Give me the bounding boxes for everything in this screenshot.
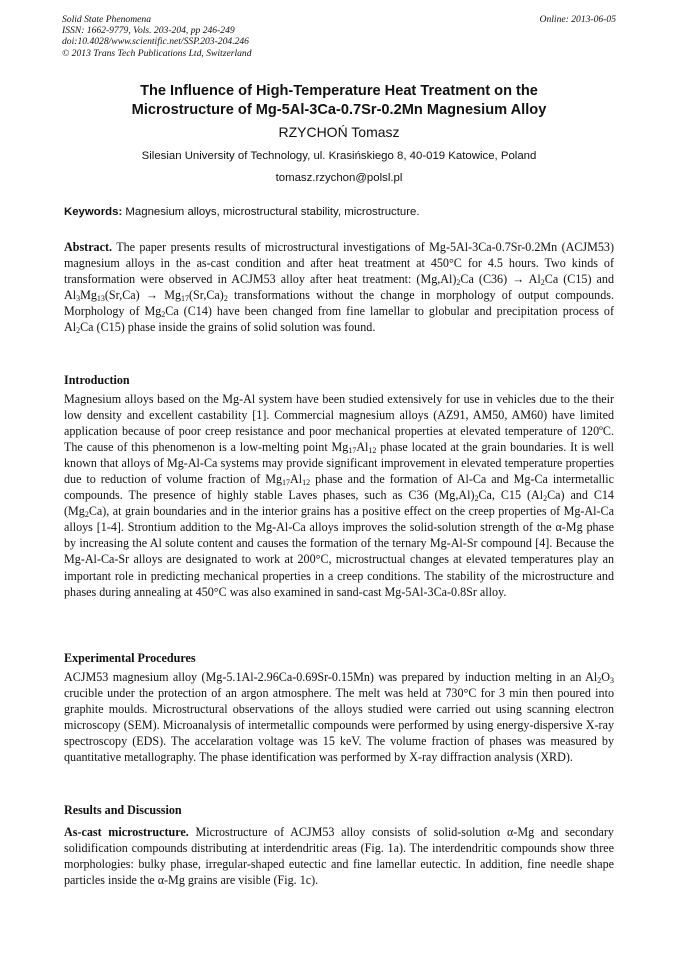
journal-name: Solid State Phenomena bbox=[62, 14, 151, 25]
results-text: Microstructure of ACJM53 alloy consists of solid-solution α-Mg and secondary solidification compounds distributing at interdendritic areas (Fig. 1a). The interdendritic compounds show three morphologies: bulky phase, irregular-shaped eutectic and fine lamellar eutectic. In addition, fine needle shape particles inside the α-Mg grains are visible (Fig. 1c). bbox=[64, 825, 614, 888]
online-date: Online: 2013-06-05 bbox=[539, 14, 616, 25]
experimental-heading: Experimental Procedures bbox=[64, 651, 196, 665]
paper-title bbox=[62, 82, 616, 120]
journal-header bbox=[62, 14, 616, 59]
author-email: tomasz.rzychon@polsl.pl bbox=[275, 172, 403, 184]
results-label: As-cast microstructure. bbox=[64, 825, 189, 839]
experimental-text: ACJM53 magnesium alloy (Mg-5.1Al-2.96Ca-0.69Sr-0.15Mn) was prepared by induction melting in an $Al_2O_3$ crucible under the protection of an argon atmosphere. The melt was held at 730°C for 3 min then poured into graphite moulds. Microstructural observations of the alloys studied were carried out using scanning electron microscopy (SEM). Microanalysis of intermetallic compounds were performed by using energy-dispersive X-ray spectroscopy (EDS). The accelaration voltage was 15 keV. The volume fraction of phases was measured by quantitative metallography. The phase identification was performed by X-ray diffraction analysis (XRD). bbox=[64, 670, 614, 765]
results-body bbox=[64, 824, 614, 888]
doi-line: doi:10.4028/www.scientific.net/SSP.203-204.246 bbox=[62, 36, 249, 48]
experimental-body bbox=[64, 669, 614, 765]
issn-line: ISSN: 1662-9779, Vols. 203-204, pp 246-249 bbox=[62, 25, 235, 37]
introduction-heading: Introduction bbox=[64, 373, 130, 387]
abstract-text: The paper presents results of microstructural investigations of Mg-5Al-3Ca-0.7Sr-0.2Mn (ACJM53) magnesium alloys in the as-cast condition and after heat treatment at 450°C for 4.5 hours. Two kinds of transformation were observed in ACJM53 alloy after heat treatment: $(Mg,Al)_2Ca$ $(C36) \to Al_2Ca$ (C15) and $Al_3Mg_{13}(Sr,Ca) \to Mg_{17}(Sr,Ca)_2$ transformations without the change in morphology of output compounds. Morphology of $Mg_2Ca$ (C14) have been changed from fine lamellar to globular and precipitation process of $Al_2Ca$ (C15) phase inside the grains of solid solution was found. bbox=[64, 240, 615, 336]
title-line-2: Microstructure of Mg-5Al-3Ca-0.7Sr-0.2Mn Magnesium Alloy bbox=[131, 102, 547, 118]
abstract-label: Abstract. bbox=[64, 240, 113, 254]
abstract bbox=[64, 239, 614, 335]
introduction-body bbox=[64, 391, 614, 600]
keywords bbox=[64, 206, 616, 218]
introduction-text: Magnesium alloys based on the Mg-Al system have been studied extensively for use in vehicles due to the their low density and excellent castability [1]. Commercial magnesium alloys (AZ91, AM50, AM60) have limited application because of poor creep resistance and poor mechanical properties at elevated temperature of 120ºC. The cause of this phenomenon is a low-melting point $Mg_{17}Al_{12}$ phase located at the grain boundaries. It is well known that alloys of Mg-Al-Ca systems may provide significant improvement in elevated temperature properties due to reduction of volume fraction of $Mg_{17}Al_{12}$ phase and the formation of Al-Ca and Mg-Ca intermetallic compounds. The presence of highly stable Laves phases, such as C36 $(Mg,Al)_2Ca$, C15 $(Al_2Ca)$ and C14 $(Mg_2Ca)$, at grain boundaries and in the interior grains has a positive effect on the creep properties of Mg-Al-Ca alloys [1-4]. Strontium addition to the Mg-Al-Ca alloys improves the solid-solution strength of the α-Mg phase by increasing the Al solute content and causes the formation of the ternary Mg-Al-Sr compound [4]. Because the Mg-Al-Ca-Sr alloys are designated to work at 200°C, microstructual changes at elevated temperatures play an important role in predicting mechanical properties in a creep conditions. The stability of the microstructure and phases during annealing at 450°C was also examined in sand-cast Mg-5Al-3Ca-0.8Sr alloy. bbox=[64, 392, 614, 599]
keywords-text: Magnesium alloys, microstructural stability, microstructure. bbox=[125, 206, 420, 218]
copyright-line: © 2013 Trans Tech Publications Ltd, Switzerland bbox=[62, 47, 252, 59]
results-heading: Results and Discussion bbox=[64, 803, 182, 817]
keywords-label: Keywords: bbox=[64, 206, 123, 218]
title-line-1: The Influence of High-Temperature Heat Treatment on the bbox=[140, 83, 538, 99]
author-name: RZYCHOŃ Tomasz bbox=[278, 124, 400, 140]
affiliation: Silesian University of Technology, ul. Krasińskiego 8, 40-019 Katowice, Poland bbox=[141, 150, 537, 162]
